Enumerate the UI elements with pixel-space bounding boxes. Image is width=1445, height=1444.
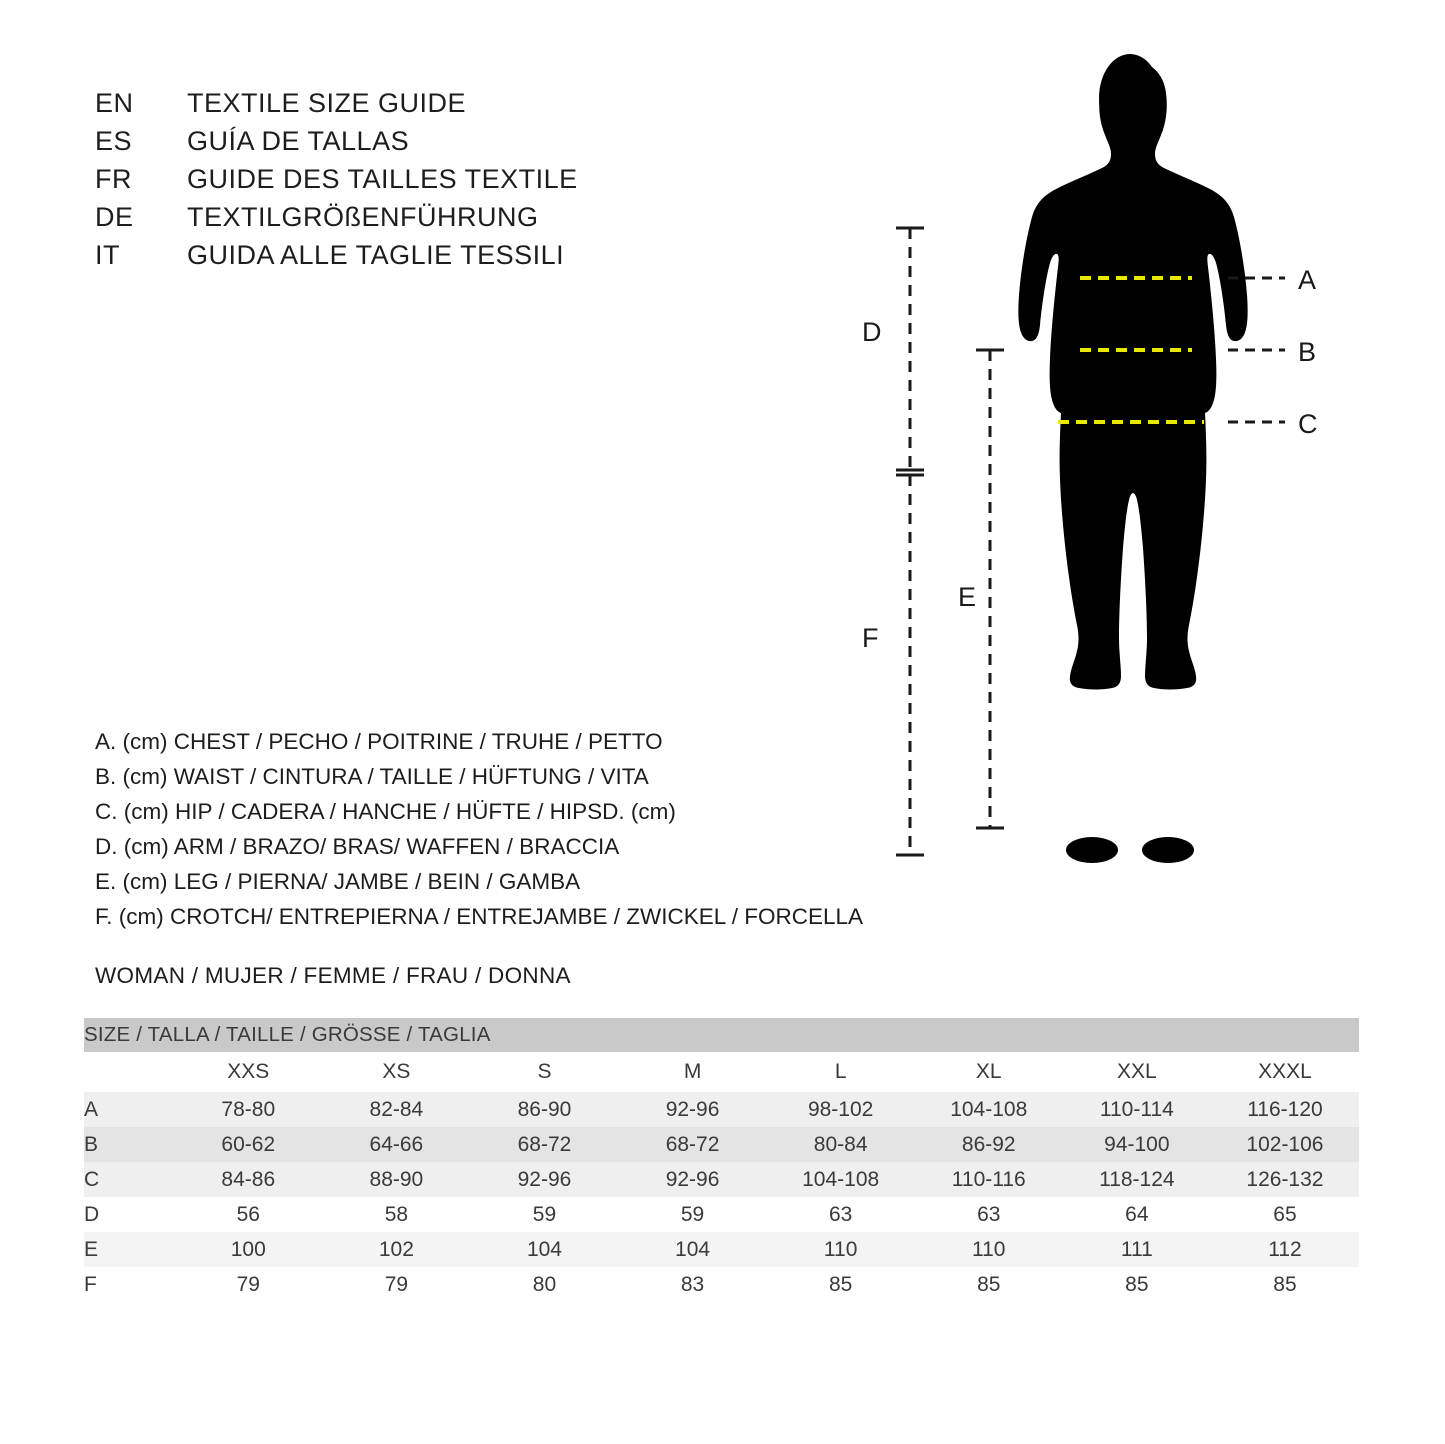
cell-d-l: 63 [828, 1202, 853, 1226]
callout-label-a: A [1298, 265, 1317, 295]
cell-e-s: 104 [526, 1237, 562, 1261]
bracket-label-f: F [862, 623, 879, 653]
title-row [95, 202, 578, 240]
title-text-es: GUÍA DE TALLAS [187, 126, 410, 156]
table-row [84, 1197, 1359, 1232]
gender-label: WOMAN / MUJER / FEMME / FRAU / DONNA [95, 963, 571, 988]
female-silhouette-icon [1018, 54, 1247, 863]
cell-f-xxxl: 85 [1273, 1272, 1297, 1296]
cell-f-xxs: 79 [236, 1272, 260, 1296]
cell-e-xxxl: 112 [1268, 1237, 1302, 1261]
cell-a-xl: 104-108 [950, 1097, 1028, 1121]
title-lang-de: DE [95, 202, 134, 232]
callout-label-b: B [1298, 337, 1317, 367]
legend-item-b: B. (cm) WAIST / CINTURA / TAILLE / HÜFTUNG / VITA [95, 764, 649, 789]
title-lang-es: ES [95, 126, 133, 156]
cell-b-s: 68-72 [517, 1132, 572, 1156]
header-cell-s: S [537, 1060, 552, 1083]
cell-d-m: 59 [680, 1202, 705, 1226]
title-lang-it: IT [95, 240, 120, 270]
title-text-en: TEXTILE SIZE GUIDE [187, 88, 467, 118]
cell-f-xxl: 85 [1125, 1272, 1149, 1296]
row-label-a: A [84, 1097, 99, 1121]
cell-d-xxl: 64 [1125, 1202, 1149, 1226]
size-table [84, 1018, 1359, 1302]
cell-c-xxs: 84-86 [221, 1167, 276, 1191]
title-text-de: TEXTILGRÖßENFÜHRUNG [187, 202, 539, 232]
row-label-b: B [84, 1132, 99, 1156]
legend-item-f: F. (cm) CROTCH/ ENTREPIERNA / ENTREJAMBE / ZWICKEL / FORCELLA [95, 904, 863, 929]
cell-f-m: 83 [680, 1272, 705, 1296]
title-row [95, 126, 578, 164]
cell-b-m: 68-72 [665, 1132, 720, 1156]
body-measurement-diagram [830, 50, 1390, 920]
title-text-fr: GUIDE DES TAILLES TEXTILE [187, 164, 578, 194]
bracket-label-e: E [958, 582, 977, 612]
cell-e-m: 104 [675, 1237, 711, 1261]
cell-f-s: 80 [532, 1272, 557, 1296]
title-row [95, 88, 578, 126]
cell-e-xs: 102 [378, 1237, 414, 1261]
table-title: SIZE / TALLA / TAILLE / GRÖSSE / TAGLIA [84, 1018, 1359, 1052]
table-title-row [84, 1018, 1359, 1052]
bracket-f [896, 475, 924, 855]
cell-c-xxl: 118-124 [1099, 1167, 1175, 1191]
row-label-c: C [84, 1167, 100, 1191]
cell-a-xxs: 78-80 [221, 1097, 276, 1121]
cell-a-xxl: 110-114 [1099, 1097, 1174, 1121]
legend-item-a: A. (cm) CHEST / PECHO / POITRINE / TRUHE / PETTO [95, 729, 663, 754]
header-cell-xl: XL [975, 1060, 1002, 1083]
cell-c-xxxl: 126-132 [1246, 1167, 1324, 1191]
cell-c-l: 104-108 [802, 1167, 880, 1191]
row-label-f: F [84, 1272, 97, 1296]
header-cell-xxs: XXS [227, 1060, 270, 1083]
cell-b-xl: 86-92 [961, 1132, 1016, 1156]
callout-label-c: C [1298, 409, 1318, 439]
cell-a-m: 92-96 [665, 1097, 720, 1121]
row-label-e: E [84, 1237, 99, 1261]
cell-c-xs: 88-90 [369, 1167, 424, 1191]
cell-d-xxxl: 65 [1273, 1202, 1297, 1226]
table-row [84, 1162, 1359, 1197]
cell-e-l: 110 [823, 1237, 858, 1261]
cell-f-xs: 79 [384, 1272, 409, 1296]
table-row [84, 1092, 1359, 1127]
title-row [95, 240, 578, 278]
legend-item-c: C. (cm) HIP / CADERA / HANCHE / HÜFTE / HIPSD. (cm) [95, 799, 676, 824]
cell-e-xxs: 100 [230, 1237, 266, 1261]
cell-c-m: 92-96 [665, 1167, 720, 1191]
cell-b-xxs: 60-62 [221, 1132, 276, 1156]
cell-b-l: 80-84 [813, 1132, 868, 1156]
title-lang-en: EN [95, 88, 134, 118]
cell-c-s: 92-96 [517, 1167, 572, 1191]
header-cell-blank [84, 1052, 174, 1092]
bracket-label-d: D [862, 317, 882, 347]
bracket-d [896, 228, 924, 470]
header-cell-xxxl: XXXL [1258, 1060, 1312, 1083]
title-row [95, 164, 578, 202]
cell-b-xs: 64-66 [369, 1132, 424, 1156]
cell-e-xxl: 111 [1120, 1237, 1153, 1261]
cell-a-xxxl: 116-120 [1247, 1097, 1323, 1121]
cell-b-xxl: 94-100 [1104, 1132, 1170, 1156]
cell-a-l: 98-102 [807, 1097, 874, 1121]
bracket-e [976, 350, 1004, 828]
header-cell-xxl: XXL [1116, 1060, 1157, 1083]
cell-d-s: 59 [532, 1202, 557, 1226]
header-cell-l: L [834, 1060, 847, 1083]
table-row [84, 1232, 1359, 1267]
cell-b-xxxl: 102-106 [1246, 1132, 1324, 1156]
legend-item-e: E. (cm) LEG / PIERNA/ JAMBE / BEIN / GAMBA [95, 869, 581, 894]
header-cell-xs: XS [382, 1060, 411, 1083]
cell-f-l: 85 [828, 1272, 853, 1296]
title-lang-fr: FR [95, 164, 132, 194]
table-row [84, 1127, 1359, 1162]
cell-f-xl: 85 [977, 1272, 1001, 1296]
cell-a-xs: 82-84 [369, 1097, 424, 1121]
header-cell-m: M [683, 1060, 702, 1083]
legend-item-d: D. (cm) ARM / BRAZO/ BRAS/ WAFFEN / BRACCIA [95, 834, 620, 859]
cell-d-xs: 58 [384, 1202, 409, 1226]
table-row [84, 1267, 1359, 1302]
row-label-d: D [84, 1202, 100, 1226]
cell-e-xl: 110 [972, 1237, 1006, 1261]
measurement-legend [95, 724, 863, 934]
cell-d-xxs: 56 [236, 1202, 260, 1226]
table-header-row [84, 1052, 1359, 1092]
cell-d-xl: 63 [977, 1202, 1001, 1226]
cell-c-xl: 110-116 [951, 1167, 1026, 1191]
title-text-it: GUIDA ALLE TAGLIE TESSILI [187, 240, 565, 270]
cell-a-s: 86-90 [517, 1097, 572, 1121]
title-block [95, 88, 578, 278]
